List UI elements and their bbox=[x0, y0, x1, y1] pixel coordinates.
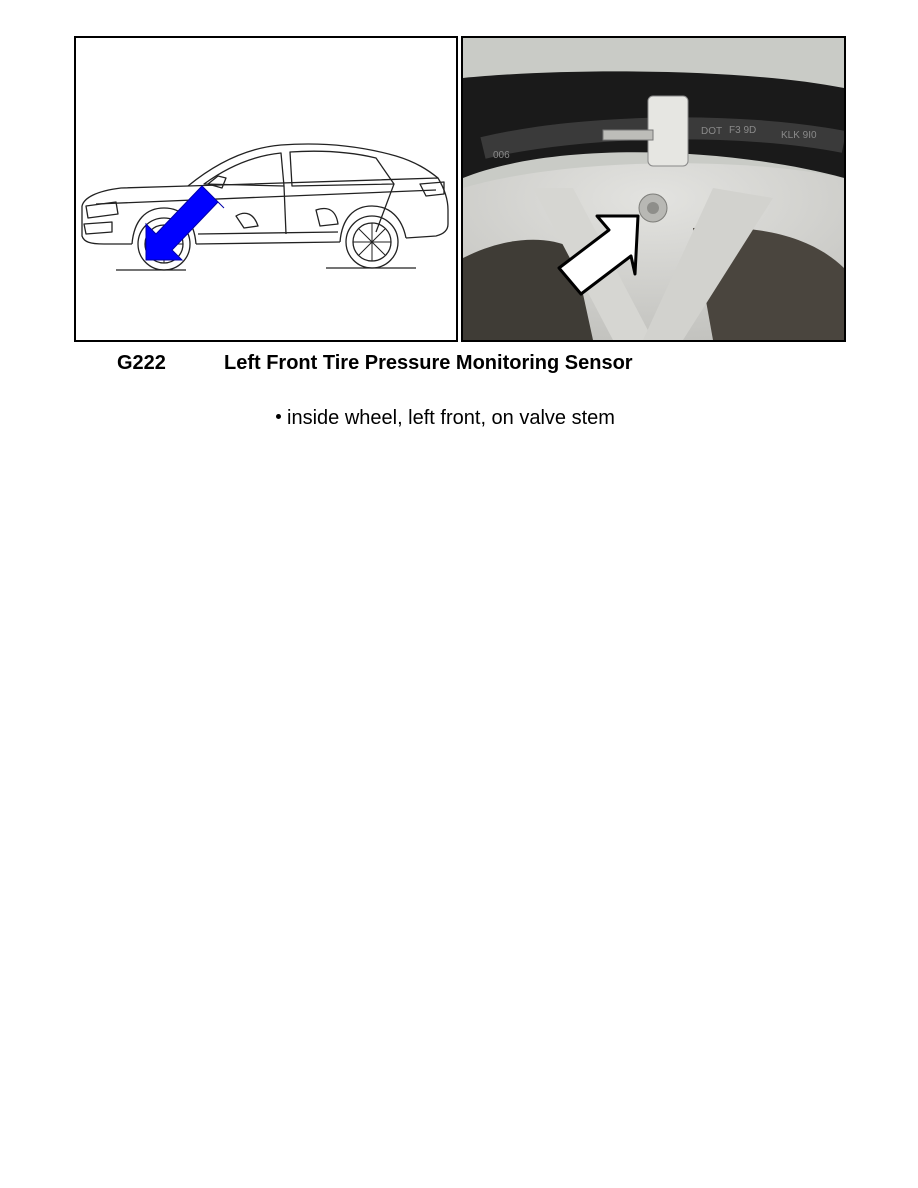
left-front-arrow bbox=[146, 186, 224, 260]
svg-text:DOT: DOT bbox=[701, 126, 723, 137]
car-illustration bbox=[76, 38, 456, 340]
svg-text:KLK 9I0: KLK 9I0 bbox=[781, 130, 817, 141]
wheel-photo-panel bbox=[461, 36, 846, 342]
car-illustration-panel bbox=[74, 36, 458, 342]
location-bullet bbox=[276, 406, 615, 430]
location-text: inside wheel, left front, on valve stem bbox=[287, 407, 615, 429]
component-title: Left Front Tire Pressure Monitoring Sensor bbox=[224, 352, 633, 374]
wheel-photo bbox=[463, 38, 844, 340]
component-code: G222 bbox=[117, 352, 166, 374]
bullet-icon bbox=[276, 414, 281, 419]
svg-text:006: 006 bbox=[493, 150, 510, 161]
svg-text:F3 9D: F3 9D bbox=[729, 125, 757, 136]
